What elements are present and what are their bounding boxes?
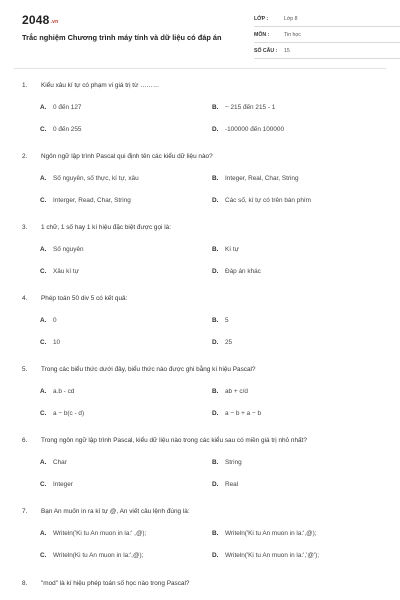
logo-suffix: .vn xyxy=(50,19,59,25)
option-text: ab + c/d xyxy=(225,388,248,395)
option-a[interactable] xyxy=(40,317,57,324)
question-number: 3. xyxy=(22,224,28,231)
option-letter: C. xyxy=(40,126,47,133)
question-text xyxy=(22,366,256,373)
option-letter: B. xyxy=(212,246,219,253)
option-letter: A. xyxy=(40,388,47,395)
question-prompt: 1 chữ, 1 số hay 1 kí hiệu đặc biệt được gọi là: xyxy=(41,224,171,231)
option-letter: B. xyxy=(212,175,219,182)
logo-text: 2048 xyxy=(22,13,50,27)
option-text: Số nguyên xyxy=(53,246,84,253)
option-text: Kí tự xyxy=(225,246,239,253)
option-a[interactable] xyxy=(40,459,67,466)
question-prompt: Kiểu xâu kí tự có phạm vi giá trị từ ……… xyxy=(41,82,160,89)
option-text: 0 đến 127 xyxy=(53,104,82,111)
option-b[interactable] xyxy=(212,175,299,182)
option-text: a − b(c - d) xyxy=(53,410,85,417)
option-c[interactable] xyxy=(40,552,143,559)
option-text: Integer xyxy=(53,481,73,488)
option-d[interactable] xyxy=(212,339,232,346)
option-letter: A. xyxy=(40,317,47,324)
option-text: Interger, Read, Char, String xyxy=(53,197,131,204)
option-letter: A. xyxy=(40,175,47,182)
option-letter: C. xyxy=(40,197,47,204)
option-letter: B. xyxy=(212,530,219,537)
question-number: 8. xyxy=(22,580,28,587)
option-a[interactable] xyxy=(40,530,146,537)
option-letter: D. xyxy=(212,410,219,417)
option-a[interactable] xyxy=(40,388,74,395)
option-c[interactable] xyxy=(40,126,81,133)
option-letter: A. xyxy=(40,104,47,111)
option-text: Writeln('Ki tu An muon in la:' ,@); xyxy=(53,530,147,537)
option-b[interactable] xyxy=(212,317,229,324)
option-text: − 215 đến 215 - 1 xyxy=(225,104,276,111)
option-letter: C. xyxy=(40,481,47,488)
option-letter: B. xyxy=(212,388,219,395)
option-letter: D. xyxy=(212,339,219,346)
meta-label: MÔN : xyxy=(254,32,270,38)
question-prompt: Ngôn ngữ lập trình Pascal qui định tên các kiểu dữ liệu nào? xyxy=(41,153,213,160)
option-letter: C. xyxy=(40,552,47,559)
option-text: 10 xyxy=(53,339,61,346)
option-text: Char xyxy=(53,459,67,466)
option-c[interactable] xyxy=(40,268,79,275)
question-text xyxy=(22,82,159,89)
option-text: 25 xyxy=(225,339,233,346)
option-text: String xyxy=(225,459,242,466)
option-letter: B. xyxy=(212,104,219,111)
option-text: Integer, Real, Char, String xyxy=(225,175,299,182)
option-text: 0 xyxy=(53,317,57,324)
option-d[interactable] xyxy=(212,197,311,204)
question-prompt: Bạn An muốn in ra kí tự @, An viết câu lệnh đúng là: xyxy=(41,508,190,515)
option-d[interactable] xyxy=(212,552,319,559)
question-number: 2. xyxy=(22,153,28,160)
option-text: Các số, kí tự có trên bàn phím xyxy=(225,197,311,204)
option-c[interactable] xyxy=(40,197,131,204)
option-letter: C. xyxy=(40,268,47,275)
option-letter: A. xyxy=(40,246,47,253)
option-text: Xâu kí tự xyxy=(53,268,79,275)
option-letter: D. xyxy=(212,268,219,275)
option-b[interactable] xyxy=(212,246,239,253)
option-b[interactable] xyxy=(212,459,242,466)
meta-label: SỐ CÂU : xyxy=(254,48,278,54)
option-d[interactable] xyxy=(212,410,261,417)
question-text xyxy=(22,508,190,515)
option-letter: D. xyxy=(212,481,219,488)
option-letter: C. xyxy=(40,410,47,417)
option-letter: D. xyxy=(212,197,219,204)
question-prompt: Phép toán 50 div 5 có kết quả: xyxy=(41,295,128,302)
question-prompt: Trong ngôn ngữ lập trình Pascal, kiểu dữ liệu nào trong các kiểu sau có miền giá trị nhỏ nhất? xyxy=(41,437,307,444)
option-text: -100000 đến 100000 xyxy=(225,126,284,133)
question-text xyxy=(22,224,171,231)
option-d[interactable] xyxy=(212,126,284,133)
option-a[interactable] xyxy=(40,175,139,182)
option-letter: D. xyxy=(212,126,219,133)
option-b[interactable] xyxy=(212,388,248,395)
option-c[interactable] xyxy=(40,339,60,346)
option-a[interactable] xyxy=(40,246,84,253)
option-text: a − b + a − b xyxy=(225,410,262,417)
option-text: a.b - cd xyxy=(53,388,75,395)
question-number: 6. xyxy=(22,437,28,444)
option-letter: C. xyxy=(40,339,47,346)
question-number: 5. xyxy=(22,366,28,373)
question-prompt: "mod" là kí hiệu phép toán số học nào trong Pascal? xyxy=(41,580,190,587)
option-c[interactable] xyxy=(40,481,73,488)
option-letter: B. xyxy=(212,317,219,324)
question-text xyxy=(22,580,189,587)
question-text xyxy=(22,295,127,302)
question-text xyxy=(22,153,213,160)
meta-value: 15 xyxy=(284,48,290,54)
option-b[interactable] xyxy=(212,104,275,111)
question-number: 4. xyxy=(22,295,28,302)
option-letter: A. xyxy=(40,459,47,466)
option-letter: A. xyxy=(40,530,47,537)
page-title: Trắc nghiệm Chương trình máy tính và dữ liệu có đáp án xyxy=(22,33,222,42)
option-text: Real xyxy=(225,481,239,488)
option-b[interactable] xyxy=(212,530,317,537)
meta-value: Tin học xyxy=(284,32,301,38)
option-text: 5 xyxy=(225,317,229,324)
option-text: Số nguyên, số thực, kí tự, xâu xyxy=(53,175,139,182)
question-number: 7. xyxy=(22,508,28,515)
option-d[interactable] xyxy=(212,268,261,275)
question-text xyxy=(22,437,307,444)
option-letter: D. xyxy=(212,552,219,559)
question-prompt: Trong các biểu thức dưới đây, biểu thức nào được ghi bằng kí hiệu Pascal? xyxy=(41,366,256,373)
option-text: Đáp án khác xyxy=(225,268,261,275)
option-d[interactable] xyxy=(212,481,238,488)
option-text: 0 đến 255 xyxy=(53,126,82,133)
question-number: 1. xyxy=(22,82,28,89)
option-text: Writeln('Ki tu An muon in la:','@'); xyxy=(225,552,320,559)
option-c[interactable] xyxy=(40,410,84,417)
option-a[interactable] xyxy=(40,104,81,111)
option-text: Writeln(Ki tu An muon in la:',@); xyxy=(53,552,144,559)
option-text: Writeln('Ki tu An muon in la:',@); xyxy=(225,530,317,537)
option-letter: B. xyxy=(212,459,219,466)
meta-label: LỚP : xyxy=(254,16,269,22)
meta-value: Lớp 8 xyxy=(284,16,298,22)
